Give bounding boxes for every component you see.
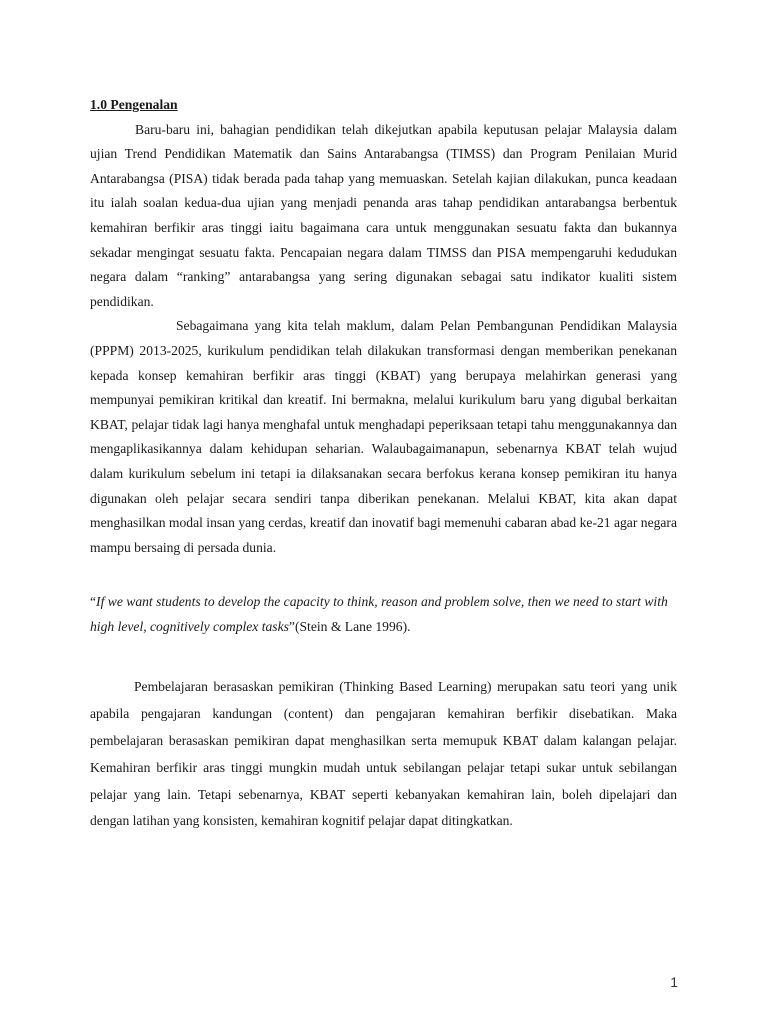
- document-page: [90, 93, 677, 835]
- quote-open-mark: “: [90, 594, 97, 610]
- spacer: [90, 639, 677, 674]
- paragraph-1: Baru-baru ini, bahagian pendidikan telah dikejutkan apabila keputusan pelajar Malaysia dalam ujian Trend Pendidikan Matematik dan Sains Antarabangsa (TIMSS) dan Program Penilaian Murid Antarabangsa (PISA) tidak berada pada tahap yang memuaskan. Setelah kajian dilakukan, punca keadaan itu ialah soalan kedua-dua ujian yang menjadi penanda aras tahap pendidikan antarabangsa berbentuk kemahiran berfikir aras tinggi iaitu bagaimana cara untuk menggunakan sesuatu fakta dan bukannya sekadar mengingat sesuatu fakta. Pencapaian negara dalam TIMSS dan PISA mempengaruhi kedudukan negara dalam “ranking” antarabangsa yang sering digunakan sebagai satu indikator kualiti sistem pendidikan.: [90, 121, 677, 309]
- page-number: 1: [670, 974, 678, 990]
- quote-close-mark: ”: [288, 618, 295, 634]
- section-heading: 1.0 Pengenalan: [90, 97, 178, 112]
- quote-text: If we want students to develop the capacity to think, reason and problem solve, then we need to start with high level, cognitively complex tasks: [90, 594, 668, 634]
- block-quote: [90, 590, 677, 639]
- quote-citation: (Stein & Lane 1996).: [294, 618, 411, 634]
- paragraph-2: Sebagaimana yang kita telah maklum, dalam Pelan Pembangunan Pendidikan Malaysia (PPPM) 2013-2025, kurikulum pendidikan telah dilakukan transformasi dengan memberikan penekanan kepada konsep kemahiran berfikir aras tinggi (KBAT) yang berupaya melahirkan generasi yang mempunyai pemikiran kritikal dan kreatif. Ini bermakna, melalui kurikulum baru yang digubal berkaitan KBAT, pelajar tidak lagi hanya menghafal untuk menghadapi peperiksaan tetapi tahu menggunakannya dan mengaplikasikannya dalam kehidupan seharian. Walaubagaimanapun, sebenarnya KBAT telah wujud dalam kurikulum sebelum ini tetapi ia dilaksanakan secara berfokus kerana konsep pemikiran itu hanya digunakan oleh pelajar secara sendiri tanpa diberikan penekanan. Melalui KBAT, kita akan dapat menghasilkan modal insan yang cerdas, kreatif dan inovatif bagi memenuhi cabaran abad ke-21 agar negara mampu bersaing di persada dunia.: [90, 318, 677, 555]
- paragraph-3: Pembelajaran berasaskan pemikiran (Thinking Based Learning) merupakan satu teori yang unik apabila pengajaran kandungan (content) dan pengajaran kemahiran berfikir disebatikan. Maka pembelajaran berasaskan pemikiran dapat menghasilkan serta memupuk KBAT dalam kalangan pelajar. Kemahiran berfikir aras tinggi mungkin mudah untuk sebilangan pelajar tetapi sukar untuk sebilangan pelajar yang lain. Tetapi sebenarnya, KBAT seperti kebanyakan kemahiran lain, boleh dipelajari dan dengan latihan yang konsisten, kemahiran kognitif pelajar dapat ditingkatkan.: [90, 679, 677, 829]
